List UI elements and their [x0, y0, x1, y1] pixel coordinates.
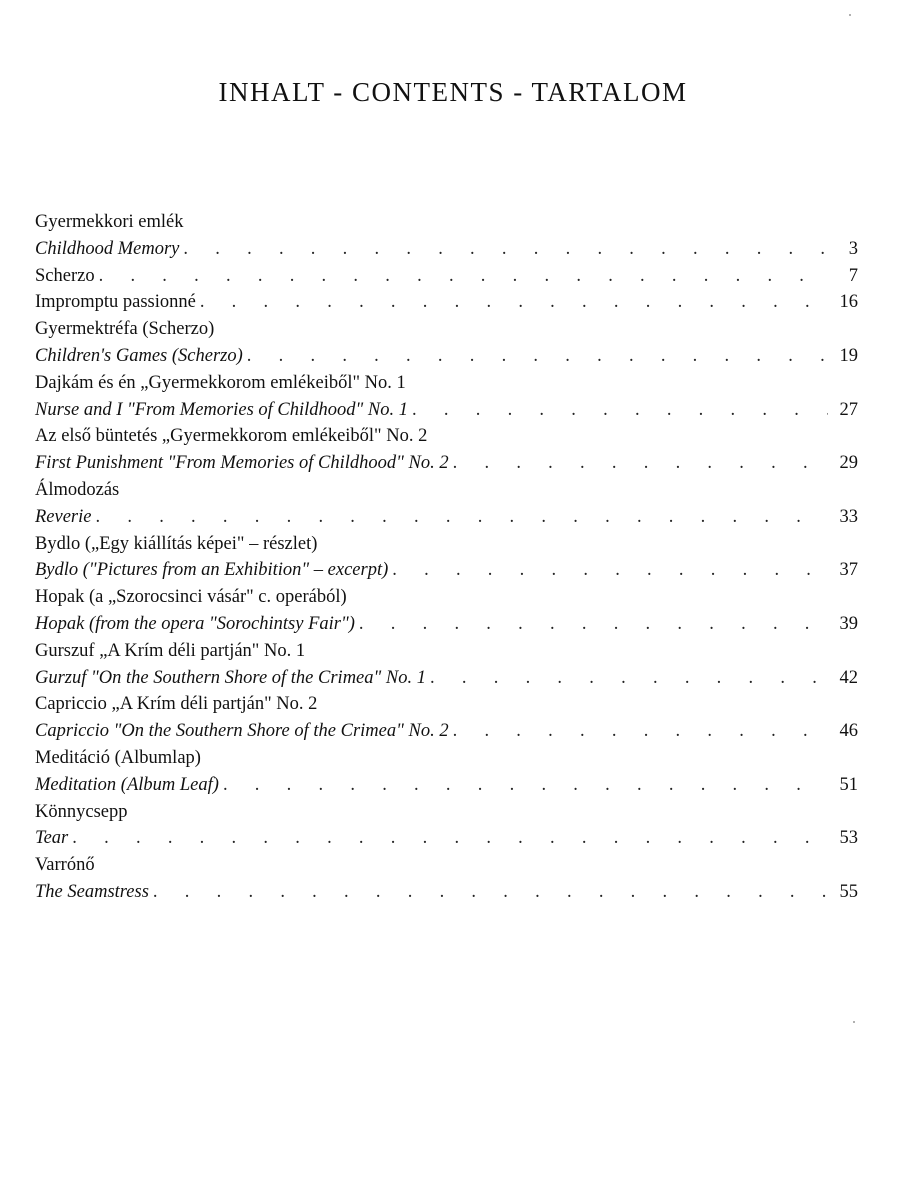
page-number: 55	[839, 881, 858, 902]
page-number: 16	[839, 292, 858, 313]
toc-title-hungarian: Hopak (a „Szorocsinci vásár" c. operából)	[35, 587, 347, 608]
dot-leader	[179, 236, 828, 263]
page-title: INHALT - CONTENTS - TARTALOM	[218, 77, 688, 107]
dot-leader	[196, 289, 828, 316]
toc-entry	[35, 263, 858, 290]
toc-title-hungarian: Gurszuf „A Krím déli partján" No. 1	[35, 640, 306, 661]
toc-entry	[35, 504, 858, 531]
dot-leader	[449, 718, 828, 745]
page-number: 33	[839, 506, 858, 527]
page-number: 53	[839, 828, 858, 849]
page-number: 19	[839, 345, 858, 366]
page-number: 39	[839, 613, 858, 634]
dot-leader	[95, 263, 828, 290]
toc-title-english: Gurzuf "On the Southern Shore of the Crimea" No. 1	[35, 667, 427, 688]
toc-title-english: Capriccio "On the Southern Shore of the Crimea" No. 2	[35, 721, 449, 742]
page-number: 3	[848, 238, 858, 259]
dot-leader	[219, 772, 828, 799]
toc-entry	[35, 397, 858, 424]
page-number: 42	[839, 667, 858, 688]
paper-speck	[853, 1021, 855, 1023]
toc-title-english: The Seamstress	[35, 881, 149, 902]
toc-title: Scherzo	[35, 265, 95, 286]
toc-entry	[35, 879, 858, 906]
dot-leader	[449, 450, 828, 477]
toc-title-english: Nurse and I "From Memories of Childhood" No. 1	[35, 399, 409, 420]
toc-title-english: Hopak (from the opera "Sorochintsy Fair")	[35, 613, 355, 634]
toc-title-hungarian: Az első büntetés „Gyermekkorom emlékeiből" No. 2	[35, 426, 428, 447]
dot-leader	[92, 504, 829, 531]
toc-title-hungarian: Bydlo („Egy kiállítás képei" – részlet)	[35, 533, 318, 554]
toc-title-english: Childhood Memory	[35, 238, 180, 259]
dot-leader	[149, 879, 828, 906]
toc-entry	[35, 343, 858, 370]
toc-entry	[35, 825, 858, 852]
toc-entry	[35, 236, 858, 263]
toc-title-hungarian: Dajkám és én „Gyermekkorom emlékeiből" No. 1	[35, 372, 406, 393]
table-of-contents	[35, 209, 858, 906]
paper-speck	[849, 14, 851, 16]
toc-title: Impromptu passionné	[35, 292, 196, 313]
page-number: 46	[839, 721, 858, 742]
toc-entry	[35, 289, 858, 316]
page-number: 37	[839, 560, 858, 581]
dot-leader	[408, 397, 828, 424]
toc-entry	[35, 772, 858, 799]
toc-title-hungarian: Meditáció (Albumlap)	[35, 747, 201, 768]
toc-entry	[35, 718, 858, 745]
dot-leader	[426, 665, 828, 692]
page-number: 29	[839, 453, 858, 474]
toc-title-english: Meditation (Album Leaf)	[35, 774, 219, 795]
toc-entry	[35, 557, 858, 584]
toc-title-english: First Punishment "From Memories of Childhood" No. 2	[35, 453, 449, 474]
toc-title-hungarian: Varrónő	[35, 855, 95, 876]
dot-leader	[68, 825, 828, 852]
toc-entry	[35, 665, 858, 692]
toc-title-hungarian: Gyermektréfa (Scherzo)	[35, 319, 215, 340]
page-number: 27	[839, 399, 858, 420]
page-number: 51	[839, 774, 858, 795]
dot-leader	[388, 557, 828, 584]
toc-title-english: Reverie	[35, 506, 92, 527]
toc-entry	[35, 450, 858, 477]
page-number: 7	[848, 265, 858, 286]
toc-title-english: Children's Games (Scherzo)	[35, 345, 243, 366]
toc-title-english: Tear	[35, 828, 69, 849]
toc-title-hungarian: Capriccio „A Krím déli partján" No. 2	[35, 694, 318, 715]
toc-title-hungarian: Álmodozás	[35, 479, 120, 500]
dot-leader	[355, 611, 828, 638]
toc-entry	[35, 611, 858, 638]
toc-title-english: Bydlo ("Pictures from an Exhibition" – excerpt)	[35, 560, 389, 581]
toc-title-hungarian: Gyermekkori emlék	[35, 212, 184, 232]
dot-leader	[243, 343, 828, 370]
toc-title-hungarian: Könnycsepp	[35, 801, 128, 822]
